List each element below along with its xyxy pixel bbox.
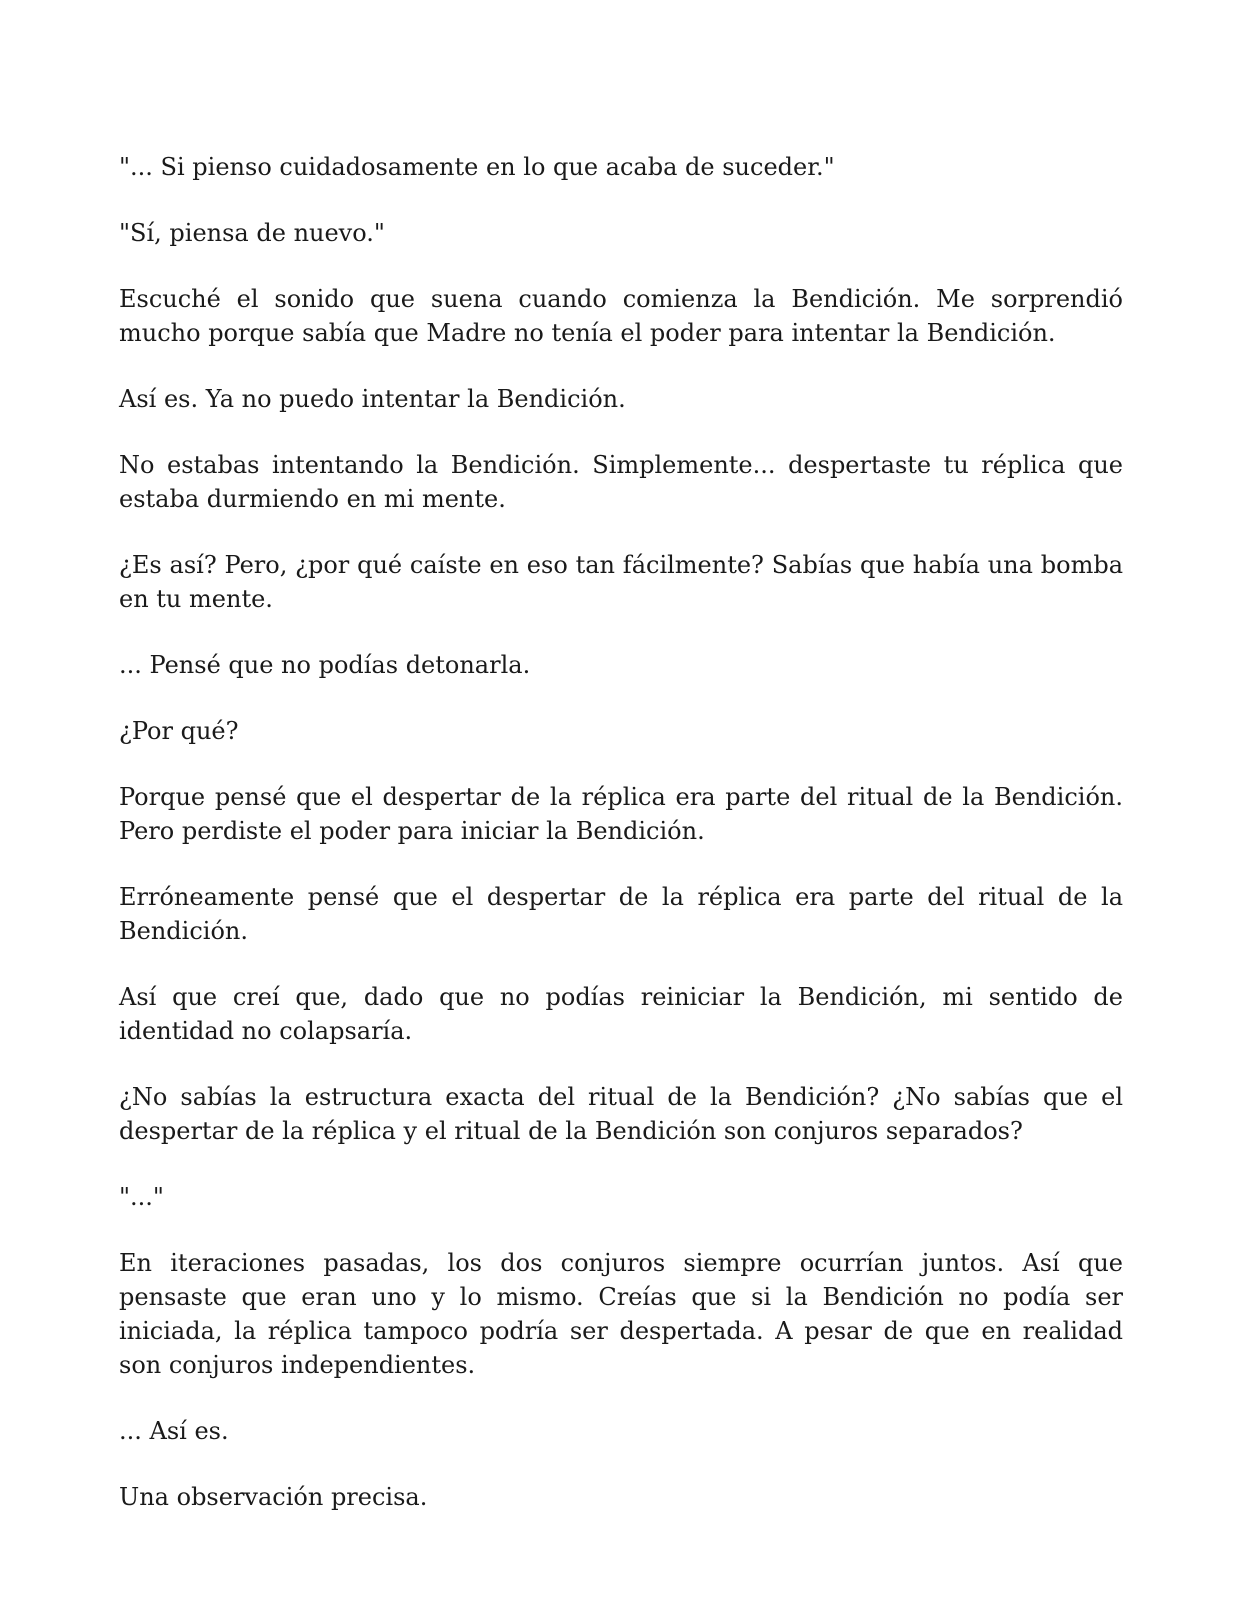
paragraph-14: En iteraciones pasadas, los dos conjuros siempre ocurrían juntos. Así que pensaste que eran uno y lo mismo. Creías que si la Bendición no podía ser iniciada, la réplica tampoco podría ser despertada. A pesar de que en realidad son conjuros independientes. <box>119 1249 1123 1379</box>
paragraph-16: Una observación precisa. <box>119 1483 428 1511</box>
paragraph-5: No estabas intentando la Bendición. Simplemente... despertaste tu réplica que estaba durmiendo en mi mente. <box>119 451 1123 513</box>
paragraph-12: ¿No sabías la estructura exacta del ritual de la Bendición? ¿No sabías que el despertar de la réplica y el ritual de la Bendición son conjuros separados? <box>119 1083 1123 1145</box>
paragraph-3: Escuché el sonido que suena cuando comienza la Bendición. Me sorprendió mucho porque sabía que Madre no tenía el poder para intentar la Bendición. <box>119 285 1123 347</box>
paragraph-8: ¿Por qué? <box>119 717 239 745</box>
paragraph-1: "... Si pienso cuidadosamente en lo que acaba de suceder." <box>119 153 835 181</box>
paragraph-10: Erróneamente pensé que el despertar de la réplica era parte del ritual de la Bendición. <box>119 883 1123 945</box>
paragraph-15: ... Así es. <box>119 1417 229 1445</box>
paragraph-11: Así que creí que, dado que no podías reiniciar la Bendición, mi sentido de identidad no colapsaría. <box>119 983 1123 1045</box>
paragraph-13: "..." <box>119 1183 164 1211</box>
document-body <box>119 150 1123 1546</box>
paragraph-4: Así es. Ya no puedo intentar la Bendición. <box>119 385 626 413</box>
paragraph-2: "Sí, piensa de nuevo." <box>119 219 385 247</box>
paragraph-7: ... Pensé que no podías detonarla. <box>119 651 531 679</box>
paragraph-6: ¿Es así? Pero, ¿por qué caíste en eso tan fácilmente? Sabías que había una bomba en tu mente. <box>119 551 1123 613</box>
paragraph-9: Porque pensé que el despertar de la réplica era parte del ritual de la Bendición. Pero perdiste el poder para iniciar la Bendición. <box>119 783 1123 845</box>
